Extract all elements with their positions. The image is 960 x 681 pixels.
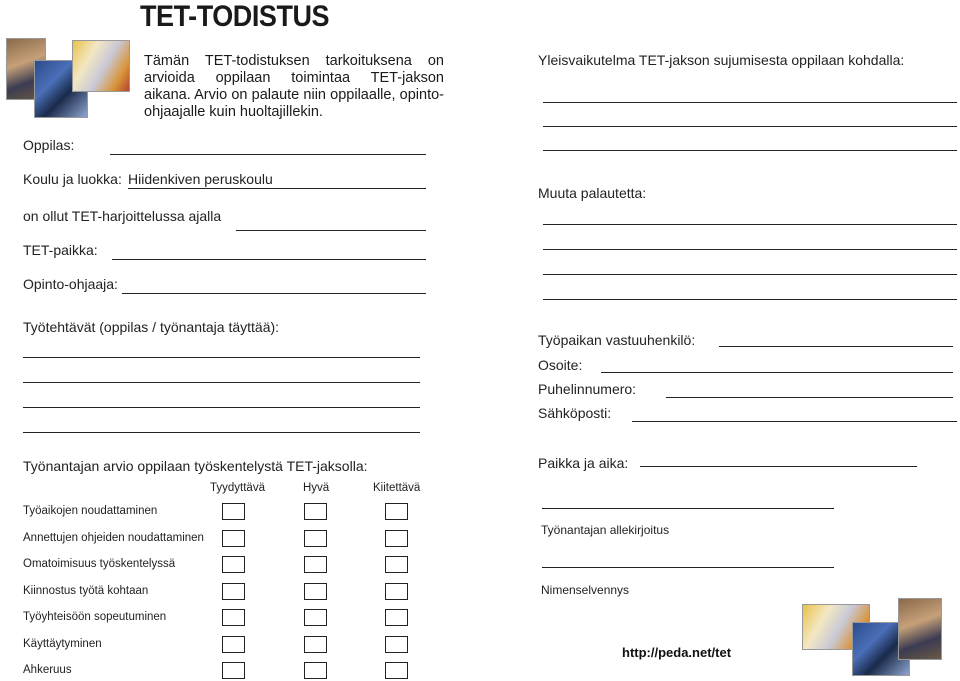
photo-factory-worker bbox=[898, 598, 942, 660]
koulu-label: Koulu ja luokka: bbox=[23, 171, 122, 187]
checkbox-tyydyttava[interactable] bbox=[222, 530, 245, 547]
intro-text: Tämän TET-todistuksen tarkoituksena on arvioida oppilaan toimintaa TET-jakson aikana. Arvio on palaute niin oppilaalle, opinto-ohjaajalle kuin huoltajillekin. bbox=[144, 53, 444, 120]
photo-collage-bottom bbox=[800, 598, 946, 678]
checkbox-hyva[interactable] bbox=[304, 583, 327, 600]
checkbox-kiitettava[interactable] bbox=[385, 636, 408, 653]
puhelin-label: Puhelinnumero: bbox=[538, 381, 637, 397]
task-line[interactable] bbox=[23, 357, 420, 358]
ohjaaja-label: Opinto-ohjaaja: bbox=[23, 276, 118, 292]
checkbox-tyydyttava[interactable] bbox=[222, 583, 245, 600]
checkbox-tyydyttava[interactable] bbox=[222, 503, 245, 520]
page-title: TET-TODISTUS bbox=[140, 0, 330, 33]
checkbox-hyva[interactable] bbox=[304, 662, 327, 679]
task-line[interactable] bbox=[23, 382, 420, 383]
criterion-label: Annettujen ohjeiden noudattaminen bbox=[23, 531, 204, 544]
checkbox-kiitettava[interactable] bbox=[385, 662, 408, 679]
osoite-line[interactable] bbox=[601, 372, 953, 373]
overall-line[interactable] bbox=[543, 102, 957, 103]
criterion-label: Työyhteisöön sopeutuminen bbox=[23, 611, 167, 623]
column-hyva: Hyvä bbox=[303, 482, 330, 494]
column-tyydyttava: Tyydyttävä bbox=[210, 482, 265, 494]
puhelin-line[interactable] bbox=[666, 397, 953, 398]
criterion-label: Omatoimisuus työskentelyssä bbox=[23, 558, 176, 570]
oppilas-line[interactable] bbox=[110, 154, 426, 155]
overall-line[interactable] bbox=[543, 150, 957, 151]
checkbox-kiitettava[interactable] bbox=[385, 583, 408, 600]
checkbox-tyydyttava[interactable] bbox=[222, 556, 245, 573]
task-line[interactable] bbox=[23, 432, 420, 433]
oppilas-label: Oppilas: bbox=[23, 137, 75, 153]
overall-label: Yleisvaikutelma TET-jakson sujumisesta oppilaan kohdalla: bbox=[538, 52, 905, 68]
criterion-label: Ahkeruus bbox=[23, 664, 72, 676]
name-line[interactable] bbox=[542, 567, 834, 568]
osoite-label: Osoite: bbox=[538, 357, 583, 373]
criterion-label: Kiinnostus työtä kohtaan bbox=[23, 584, 149, 597]
paikka-aika-label: Paikka ja aika: bbox=[538, 455, 629, 471]
koulu-value[interactable]: Hiidenkiven peruskoulu bbox=[128, 171, 273, 187]
paikka-aika-line[interactable] bbox=[640, 466, 917, 467]
photo-collage-top bbox=[6, 34, 132, 118]
name-clarification-label: Nimenselvennys bbox=[541, 583, 630, 597]
tet-paikka-line[interactable] bbox=[112, 259, 426, 260]
checkbox-kiitettava[interactable] bbox=[385, 503, 408, 520]
email-line[interactable] bbox=[632, 421, 957, 422]
checkbox-tyydyttava[interactable] bbox=[222, 662, 245, 679]
overall-line[interactable] bbox=[543, 126, 957, 127]
signature-line[interactable] bbox=[542, 508, 834, 509]
column-kiitettava: Kiitettävä bbox=[373, 482, 421, 494]
checkbox-hyva[interactable] bbox=[304, 530, 327, 547]
checkbox-tyydyttava[interactable] bbox=[222, 636, 245, 653]
koulu-line bbox=[128, 188, 426, 189]
other-line[interactable] bbox=[543, 274, 957, 275]
checkbox-hyva[interactable] bbox=[304, 556, 327, 573]
checkbox-hyva[interactable] bbox=[304, 609, 327, 626]
checkbox-hyva[interactable] bbox=[304, 636, 327, 653]
evaluation-heading: Työnantajan arvio oppilaan työskentelystä TET-jaksolla: bbox=[23, 458, 368, 474]
vastuuhenkilo-label: Työpaikan vastuuhenkilö: bbox=[538, 332, 696, 348]
checkbox-kiitettava[interactable] bbox=[385, 609, 408, 626]
signature-label: Työnantajan allekirjoitus bbox=[541, 523, 670, 537]
period-label: on ollut TET-harjoittelussa ajalla bbox=[23, 208, 222, 224]
checkbox-hyva[interactable] bbox=[304, 503, 327, 520]
tasks-heading: Työtehtävät (oppilas / työnantaja täyttää): bbox=[23, 319, 280, 335]
photo-construction bbox=[72, 40, 130, 92]
other-feedback-label: Muuta palautetta: bbox=[538, 185, 647, 201]
criterion-label: Työaikojen noudattaminen bbox=[23, 505, 158, 517]
checkbox-kiitettava[interactable] bbox=[385, 530, 408, 547]
footer-url[interactable]: http://peda.net/tet bbox=[622, 645, 732, 660]
vastuuhenkilo-line[interactable] bbox=[719, 346, 953, 347]
checkbox-tyydyttava[interactable] bbox=[222, 609, 245, 626]
other-line[interactable] bbox=[543, 249, 957, 250]
task-line[interactable] bbox=[23, 407, 420, 408]
other-line[interactable] bbox=[543, 224, 957, 225]
email-label: Sähköposti: bbox=[538, 405, 612, 421]
other-line[interactable] bbox=[543, 299, 957, 300]
checkbox-kiitettava[interactable] bbox=[385, 556, 408, 573]
ohjaaja-line[interactable] bbox=[122, 293, 426, 294]
period-line[interactable] bbox=[236, 230, 426, 231]
criterion-label: Käyttäytyminen bbox=[23, 637, 102, 650]
tet-paikka-label: TET-paikka: bbox=[23, 242, 98, 258]
